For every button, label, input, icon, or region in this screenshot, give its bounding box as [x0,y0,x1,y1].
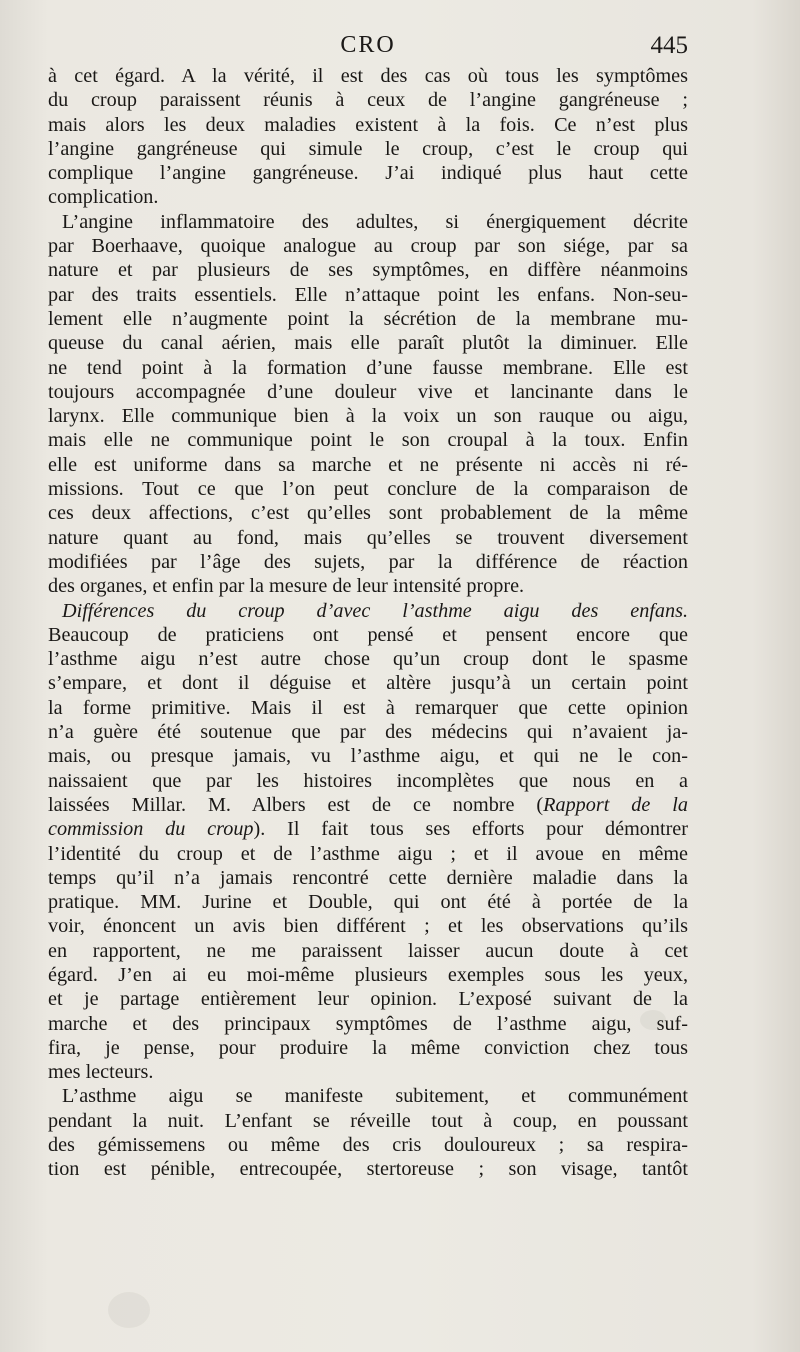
text-line: L’asthme aigu se manifeste subitement, et communément [62,1085,688,1108]
text-line: Beaucoup de praticiens ont pensé et pensent encore que [48,623,688,646]
italic-reference: commission du croup [48,818,254,841]
text-line: par Boerhaave, quoique analogue au croup par son siége, par sa [48,235,688,258]
text-line: l’asthme aigu n’est autre chose qu’un croup dont le spasme [48,648,688,671]
paragraph-2 [48,210,688,599]
text-line: du croup paraissent réunis à ceux de l’angine gangréneuse ; [48,89,688,112]
text-line: et je partage entièrement leur opinion. L’exposé suivant de la [48,988,688,1011]
text-line: complication. [48,186,159,209]
text-line: temps qu’il n’a jamais rencontré cette dernière maladie dans la [48,866,688,889]
running-head: CRO [340,32,396,58]
text-line: naissaient que par les histoires incomplètes que nous en a [48,769,688,792]
text-line: tion est pénible, entrecoupée, stertoreuse ; son visage, tantôt [48,1158,688,1181]
text-line: la forme primitive. Mais il est à remarquer que cette opinion [48,696,688,719]
paragraph-3 [48,599,688,1085]
text-line: nature et par plusieurs de ses symptômes, en diffère néanmoins [48,259,688,282]
text-line-with-reference [48,793,688,817]
text-line: des gémissemens ou même des cris douloureux ; sa respira- [48,1134,688,1157]
text-line: modifiées par l’âge des sujets, par la différence de réaction [48,550,688,573]
text-line: toujours accompagnée d’une douleur vive et lancinante dans le [48,380,688,403]
section-heading: Différences du croup d’avec l’asthme aigu des enfans. [62,599,688,622]
text-line: marche et des principaux symptômes de l’asthme aigu, suf- [48,1012,688,1035]
text-line: l’identité du croup et de l’asthme aigu ; et il avoue en même [48,842,688,865]
text-line: s’empare, et dont il déguise et altère jusqu’à un certain point [48,672,688,695]
text-fragment: laissées Millar. M. Albers est de ce nombre ( [48,793,544,816]
text-line: pratique. MM. Jurine et Double, qui ont été à portée de la [48,891,688,914]
text-line: en rapportent, ne me paraissent laisser aucun doute à cet [48,939,688,962]
text-line: queuse du canal aérien, mais elle paraît plutôt la diminuer. Elle [48,332,688,355]
text-line: pendant la nuit. L’enfant se réveille tout à coup, en poussant [48,1109,688,1132]
page-number: 445 [650,32,688,59]
text-line: égard. J’en ai eu moi-même plusieurs exemples sous les yeux, [48,963,688,986]
text-line: par des traits essentiels. Elle n’attaque point les enfans. Non-seu- [48,283,688,306]
paper-stain [108,1292,150,1328]
italic-reference: Rapport de la [543,793,688,816]
text-line: L’angine inflammatoire des adultes, si énergiquement décrite [62,210,688,233]
text-line: n’a guère été soutenue que par des médecins qui n’avaient ja- [48,721,688,744]
text-fragment: ). Il fait tous ses efforts pour démontrer [253,818,688,841]
body-text [48,64,688,1182]
text-line-with-reference [48,817,688,841]
text-line: mais alors les deux maladies existent à la fois. Ce n’est plus [48,113,688,136]
text-line: nature quant au fond, mais qu’elles se trouvent diversement [48,526,688,549]
paragraph-4 [48,1084,688,1181]
paragraph-1 [48,64,688,210]
text-line: lement elle n’augmente point la sécrétion de la membrane mu- [48,307,688,330]
text-line: l’angine gangréneuse qui simule le croup, c’est le croup qui [48,137,688,160]
text-line: mes lecteurs. [48,1061,154,1084]
text-line: ne tend point à la formation d’une fausse membrane. Elle est [48,356,688,379]
text-line: à cet égard. A la vérité, il est des cas où tous les symptômes [48,65,688,87]
text-line: voir, énoncent un avis bien différent ; et les observations qu’ils [48,915,688,938]
text-line: mais elle ne communique point le son croupal à la toux. Enfin [48,429,688,452]
text-line: des organes, et enfin par la mesure de leur intensité propre. [48,575,525,598]
text-line: complique l’angine gangréneuse. J’ai indiqué plus haut cette [48,162,688,185]
text-line: larynx. Elle communique bien à la voix un son rauque ou aigu, [48,405,688,428]
page-header [48,32,688,64]
text-line: elle est uniforme dans sa marche et ne présente ni accès ni ré- [48,453,688,476]
text-line: missions. Tout ce que l’on peut conclure de la comparaison de [48,478,688,501]
text-line: ces deux affections, c’est qu’elles sont probablement de la même [48,502,688,525]
text-line: fira, je pense, pour produire la même conviction chez tous [48,1036,688,1059]
text-line: mais, ou presque jamais, vu l’asthme aigu, et qui ne le con- [48,745,688,768]
